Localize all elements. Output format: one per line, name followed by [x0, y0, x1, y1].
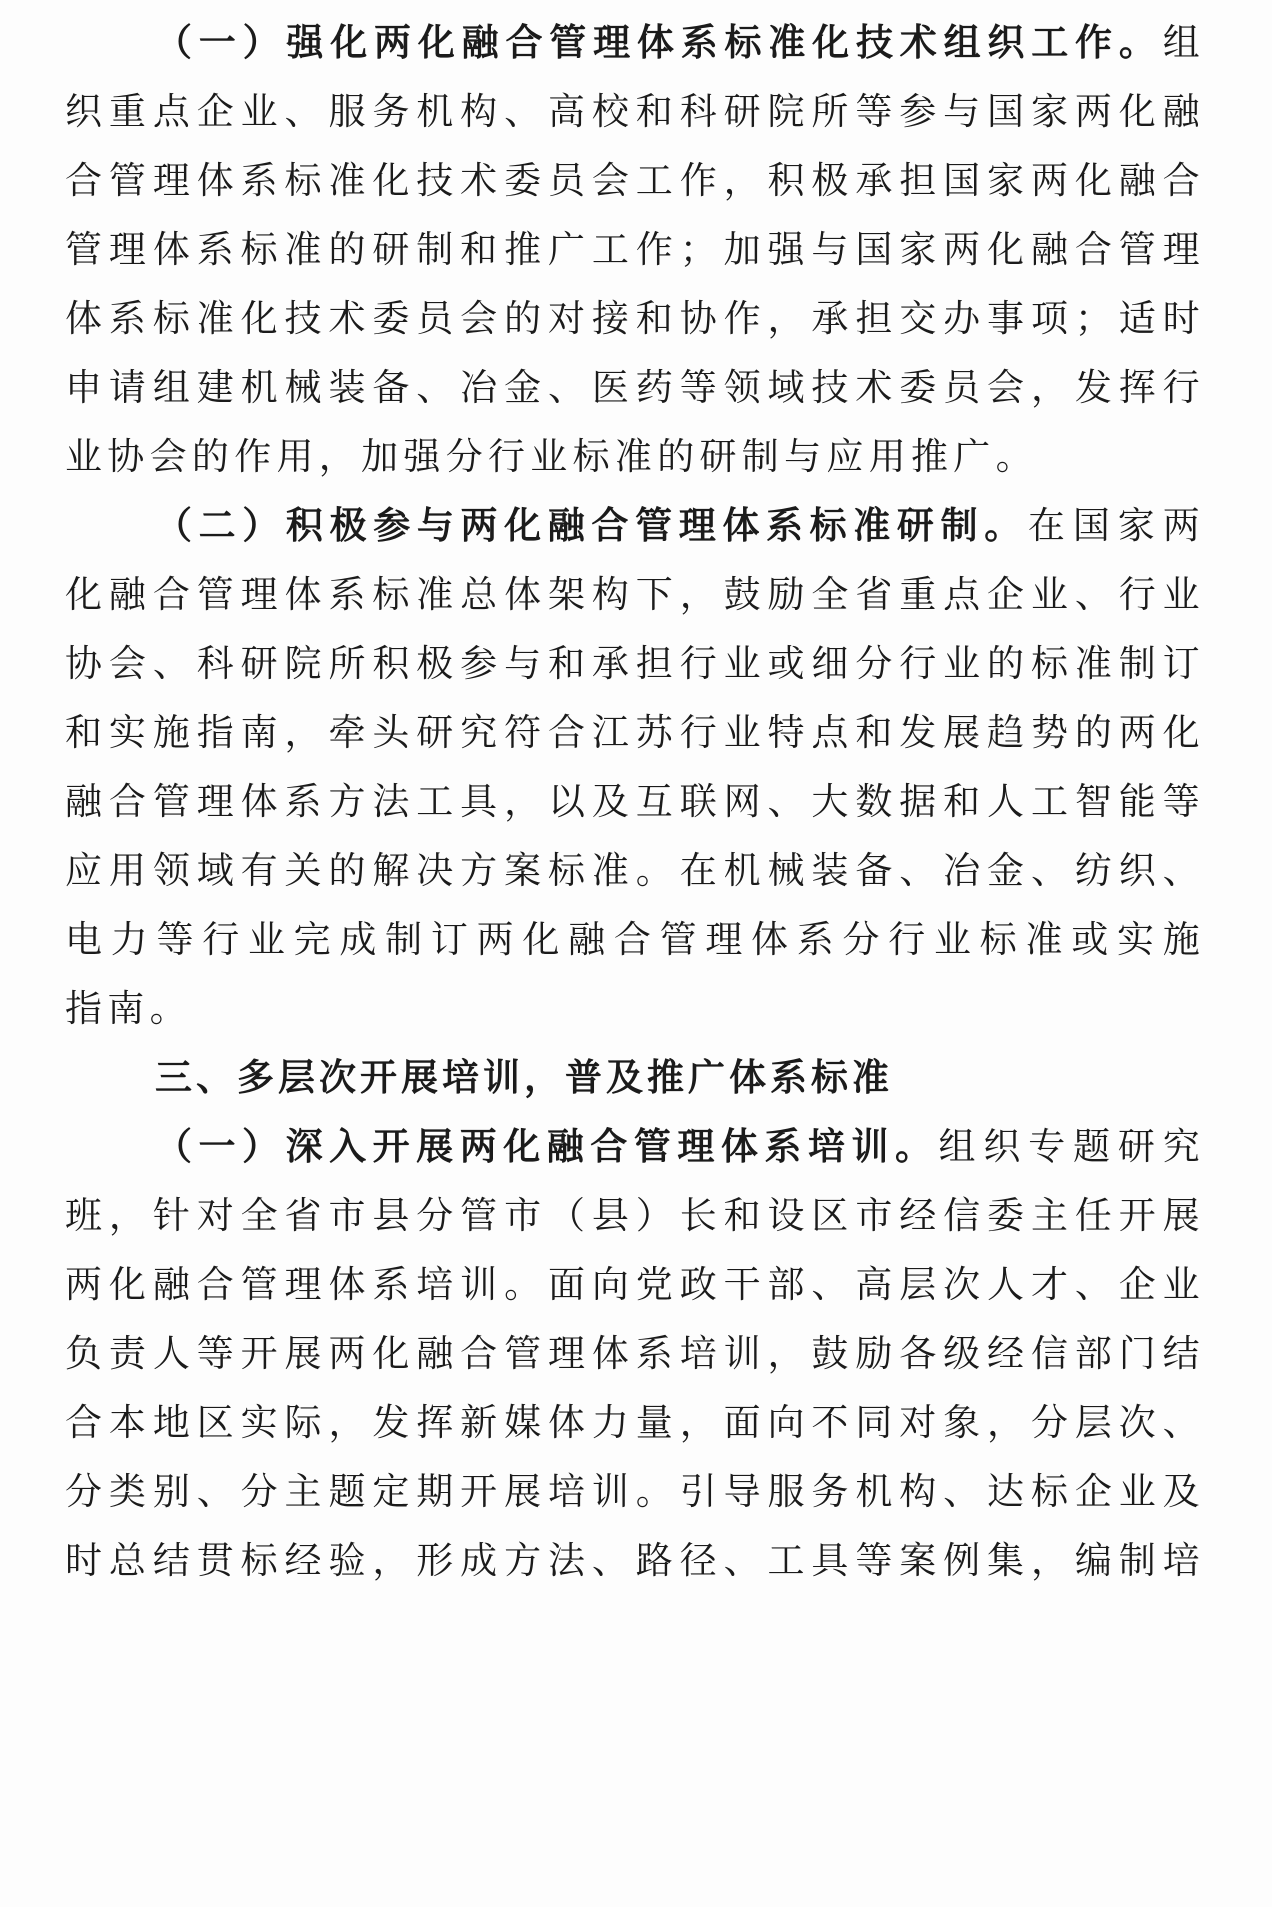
item-lead-participate-standards: （二）积极参与两化融合管理体系标准研制。	[155, 504, 1028, 547]
text-run: 在国家两	[1027, 504, 1206, 547]
paragraph-line: 织重点企业、服务机构、高校和科研院所等参与国家两化融	[65, 90, 1205, 133]
paragraph-line: 应用领域有关的解决方案标准。在机械装备、冶金、纺织、	[65, 849, 1205, 892]
paragraph-line	[155, 18, 1205, 68]
paragraph-line: 负责人等开展两化融合管理体系培训，鼓励各级经信部门结	[65, 1332, 1205, 1375]
paragraph-line: 化融合管理体系标准总体架构下，鼓励全省重点企业、行业	[65, 573, 1205, 616]
text-run: 组	[1162, 21, 1205, 64]
paragraph-line: 协会、科研院所积极参与和承担行业或细分行业的标准制订	[65, 642, 1205, 685]
paragraph-line: 申请组建机械装备、冶金、医药等领域技术委员会，发挥行	[65, 366, 1205, 409]
item-lead-strengthen-standardization: （一）强化两化融合管理体系标准化技术组织工作。	[155, 21, 1163, 64]
paragraph-line: 两化融合管理体系培训。面向党政干部、高层次人才、企业	[65, 1263, 1205, 1306]
paragraph-line	[155, 501, 1205, 551]
paragraph-line: 合本地区实际，发挥新媒体力量，面向不同对象，分层次、	[65, 1401, 1205, 1444]
section-heading: 三、多层次开展培训，普及推广体系标准	[155, 1056, 893, 1099]
paragraph-line: 电力等行业完成制订两化融合管理体系分行业标准或实施	[65, 918, 1205, 961]
text-run: 组织专题研究	[938, 1125, 1205, 1168]
paragraph-line: 指南。	[65, 987, 192, 1030]
paragraph-line: 合管理体系标准化技术委员会工作，积极承担国家两化融合	[65, 159, 1205, 202]
paragraph-line: 融合管理体系方法工具，以及互联网、大数据和人工智能等	[65, 780, 1205, 823]
paragraph-line: 时总结贯标经验，形成方法、路径、工具等案例集，编制培	[65, 1539, 1205, 1582]
paragraph-line: 管理体系标准的研制和推广工作；加强与国家两化融合管理	[65, 228, 1205, 271]
paragraph-line: 体系标准化技术委员会的对接和协作，承担交办事项；适时	[65, 297, 1205, 340]
item-lead-training: （一）深入开展两化融合管理体系培训。	[155, 1125, 939, 1168]
paragraph-line: 和实施指南，牵头研究符合江苏行业特点和发展趋势的两化	[65, 711, 1205, 754]
paragraph-line: 班，针对全省市县分管市（县）长和设区市经信委主任开展	[65, 1194, 1205, 1237]
paragraph-line: 业协会的作用，加强分行业标准的研制与应用推广。	[65, 435, 1038, 478]
paragraph-line: 分类别、分主题定期开展培训。引导服务机构、达标企业及	[65, 1470, 1205, 1513]
paragraph-line	[155, 1122, 1205, 1172]
